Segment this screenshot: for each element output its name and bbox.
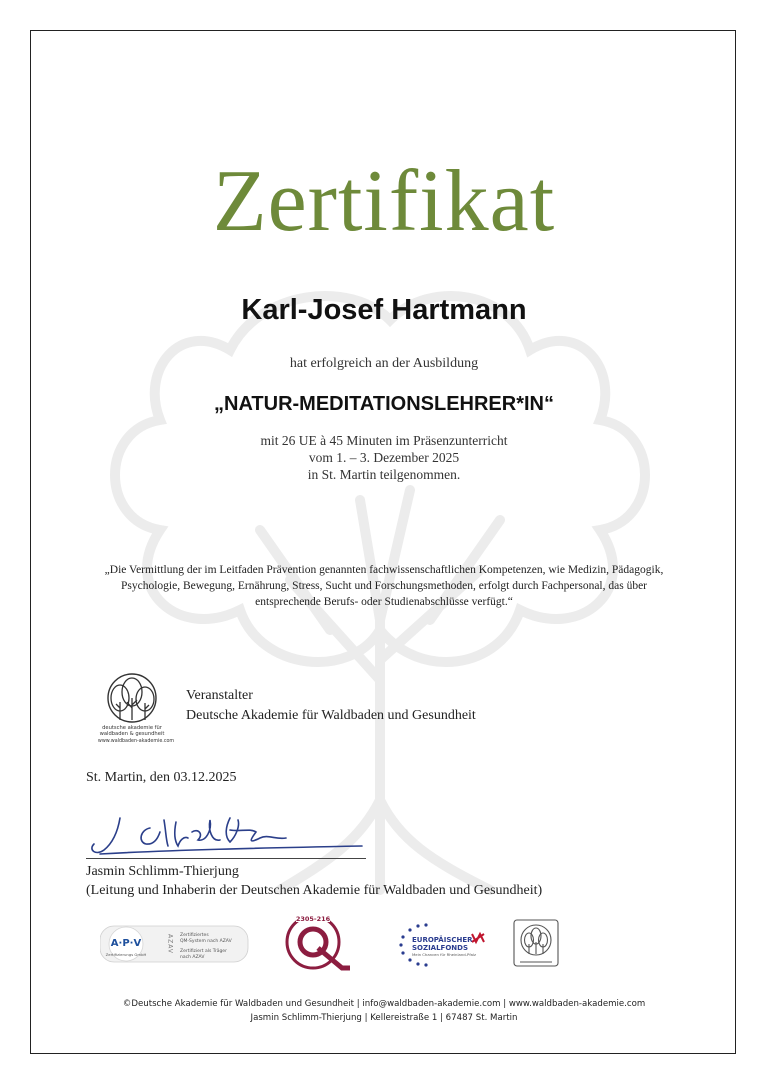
signer-block — [86, 862, 542, 900]
apv-right-line: Zertifiziert als Träger — [180, 949, 227, 954]
course-details — [0, 432, 768, 483]
quote-block — [70, 562, 698, 610]
apv-right-line: Zertifiziertes — [180, 933, 209, 938]
apv-azav-badge — [100, 926, 248, 962]
organizer-name: Deutsche Akademie für Waldbaden und Gesundheit — [186, 708, 476, 723]
forest-badge — [514, 920, 558, 966]
footer-line: ©Deutsche Akademie für Waldbaden und Gesundheit | info@waldbaden-akademie.com | www.waldbaden-akademie.com — [122, 999, 646, 1009]
quality-q-badge — [287, 914, 350, 968]
organizer-label: Veranstalter — [186, 688, 253, 703]
esf-line: SOZIALFONDS — [412, 944, 468, 952]
logo-caption: www.waldbaden-akademie.com — [98, 739, 174, 744]
signer-role: (Leitung und Inhaberin der Deutschen Akademie für Waldbaden und Gesundheit) — [86, 883, 543, 898]
lead-text: hat erfolgreich an der Ausbildung — [289, 356, 479, 371]
apv-text: A·P·V — [110, 938, 142, 949]
logo-caption: deutsche akademie für — [102, 725, 162, 731]
signer-name: Jasmin Schlimm-Thierjung — [86, 864, 239, 879]
apv-right-line: nach AZAV — [180, 955, 205, 960]
quote-line: „Die Vermittlung der im Leitfaden Prävention genannten fachwissenschaftlichen Kompetenzen, wie Medizin, Pädagogik, — [104, 564, 664, 576]
footer-line: Jasmin Schlimm-Thierjung | Kellereistraße 1 | 67487 St. Martin — [250, 1013, 518, 1023]
certification-badges — [100, 912, 670, 974]
footer — [0, 997, 768, 1025]
academy-logo-icon — [98, 672, 174, 744]
quote-line: entsprechende Berufs- oder Studienabschlüsse verfügt.“ — [255, 596, 513, 608]
certificate-title: Zertifikat — [212, 153, 556, 250]
details-line: in St. Martin teilgenommen. — [307, 467, 461, 482]
esf-line: EUROPÄISCHER — [412, 936, 473, 944]
apv-right-line: QM-System nach AZAV — [180, 939, 232, 944]
organizer-block — [186, 686, 476, 726]
logo-caption: waldbaden & gesundheit — [99, 731, 165, 737]
apv-sub: Zertifizierungs GmbH — [105, 952, 147, 957]
q-number: 2305-216 — [295, 915, 331, 923]
details-line: vom 1. – 3. Dezember 2025 — [308, 450, 460, 465]
recipient-name: Karl-Josef Hartmann — [241, 294, 527, 326]
azav-text: AZAV — [166, 934, 174, 955]
esf-sub: Mein Chancen für Rheinland-Pfalz — [412, 952, 477, 957]
place-date: St. Martin, den 03.12.2025 — [86, 770, 237, 785]
esf-badge — [399, 923, 484, 966]
quote-line: Psychologie, Bewegung, Ernährung, Stress, Sucht und Forschungsmethoden, erfolgt durch Fachpersonal, das über — [120, 580, 648, 592]
signature-line — [86, 858, 366, 859]
signature-image — [80, 810, 370, 865]
course-name: „NATUR-MEDITATIONSLEHRER*IN“ — [214, 393, 554, 415]
details-line: mit 26 UE à 45 Minuten im Präsenzunterricht — [260, 433, 508, 448]
